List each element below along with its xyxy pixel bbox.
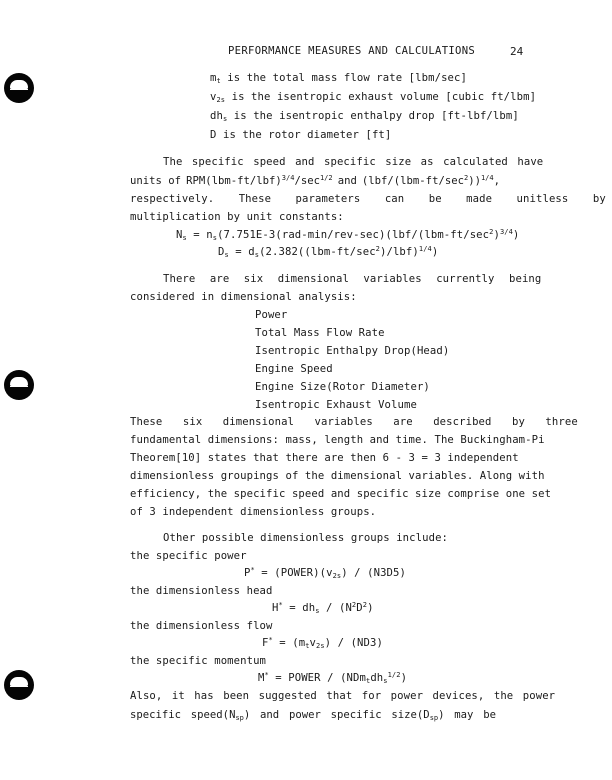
variable-list-item: Engine Speed bbox=[255, 363, 333, 375]
equation-ds: $D_s = d_s(2.382((lbm-ft/\sec^2)/lbf)^{1/4})$ bbox=[218, 245, 439, 259]
running-header: PERFORMANCE MEASURES AND CALCULATIONS bbox=[228, 45, 476, 57]
paragraph-line: multiplication by unit constants: bbox=[130, 211, 344, 223]
group-label: the dimensionless head bbox=[130, 585, 273, 597]
binder-hole-icon bbox=[4, 370, 34, 400]
paragraph-line: specific $speed(N_{sp})$ and power specific $size(D_{sp})$ may be bbox=[130, 709, 496, 722]
definition-line: $m_t$ is the total mass flow rate [lbm/sec] bbox=[210, 72, 467, 85]
paragraph-line: Also, it has been suggested that for power devices, the power bbox=[130, 690, 556, 702]
binder-hole-icon bbox=[4, 670, 34, 700]
page-number: 24 bbox=[510, 45, 524, 58]
variable-list-item: Isentropic Enthalpy Drop(Head) bbox=[255, 345, 450, 357]
paragraph-line: considered in dimensional analysis: bbox=[130, 291, 357, 303]
variable-list-item: Total Mass Flow Rate bbox=[255, 327, 385, 339]
binder-hole-icon bbox=[4, 73, 34, 103]
variable-list-item: Engine Size(Rotor Diameter) bbox=[255, 381, 430, 393]
paragraph-line: Other possible dimensionless groups include: bbox=[163, 532, 449, 544]
equation-dimensionless-head: $H^* = dh_s / (N^2D^2)$ bbox=[272, 601, 374, 615]
paragraph-line: respectively. These parameters can be made unitless by bbox=[130, 193, 606, 205]
paragraph-line: of 3 independent dimensionless groups. bbox=[130, 506, 377, 518]
equation-dimensionless-flow: $F^* = (m_tv_{2s}) / (ND3)$ bbox=[262, 636, 383, 650]
definition-line: D is the rotor diameter [ft] bbox=[210, 129, 392, 141]
paragraph-line: dimensionless groupings of the dimensional variables. Along with bbox=[130, 470, 545, 482]
equation-ns: $N_s = n_s(7.751E-3(rad-\min/rev-\sec)(lbf/(lbm-ft/\sec^2)^{3/4})$ bbox=[176, 228, 520, 242]
paragraph-line: fundamental dimensions: mass, length and time. The Buckingham-Pi bbox=[130, 434, 545, 446]
variable-list-item: Power bbox=[255, 309, 288, 321]
definition-line: $dh_s$ is the isentropic enthalpy drop [ft-lbf/lbm] bbox=[210, 110, 519, 123]
paragraph-line: efficiency, the specific speed and specific size comprise one set bbox=[130, 488, 552, 500]
paragraph-line: There are six dimensional variables currently being bbox=[163, 273, 542, 285]
group-label: the specific power bbox=[130, 550, 247, 562]
paragraph-line: These six dimensional variables are described by three bbox=[130, 416, 578, 428]
group-label: the specific momentum bbox=[130, 655, 267, 667]
variable-list-item: Isentropic Exhaust Volume bbox=[255, 399, 417, 411]
paragraph-line: The specific speed and specific size as calculated have bbox=[163, 156, 544, 168]
equation-specific-momentum: M* = POWER / $(NDm_tdh_s^{1/2})$ bbox=[258, 671, 408, 685]
paragraph-line: Theorem[10] states that there are then 6 - 3 = 3 independent bbox=[130, 452, 519, 464]
group-label: the dimensionless flow bbox=[130, 620, 273, 632]
paragraph-line: units of $RPM(lbm-ft/lbf)^{3/4}/\sec^{1/2}$ and $(lbf/(lbm-ft/\sec^2))^{1/4}$, bbox=[130, 174, 500, 187]
equation-specific-power: $P^* = (POWER)(v_{2s}) / (N3D5)$ bbox=[244, 566, 406, 580]
definition-line: $v_{2s}$ is the isentropic exhaust volume [cubic ft/lbm] bbox=[210, 91, 537, 104]
